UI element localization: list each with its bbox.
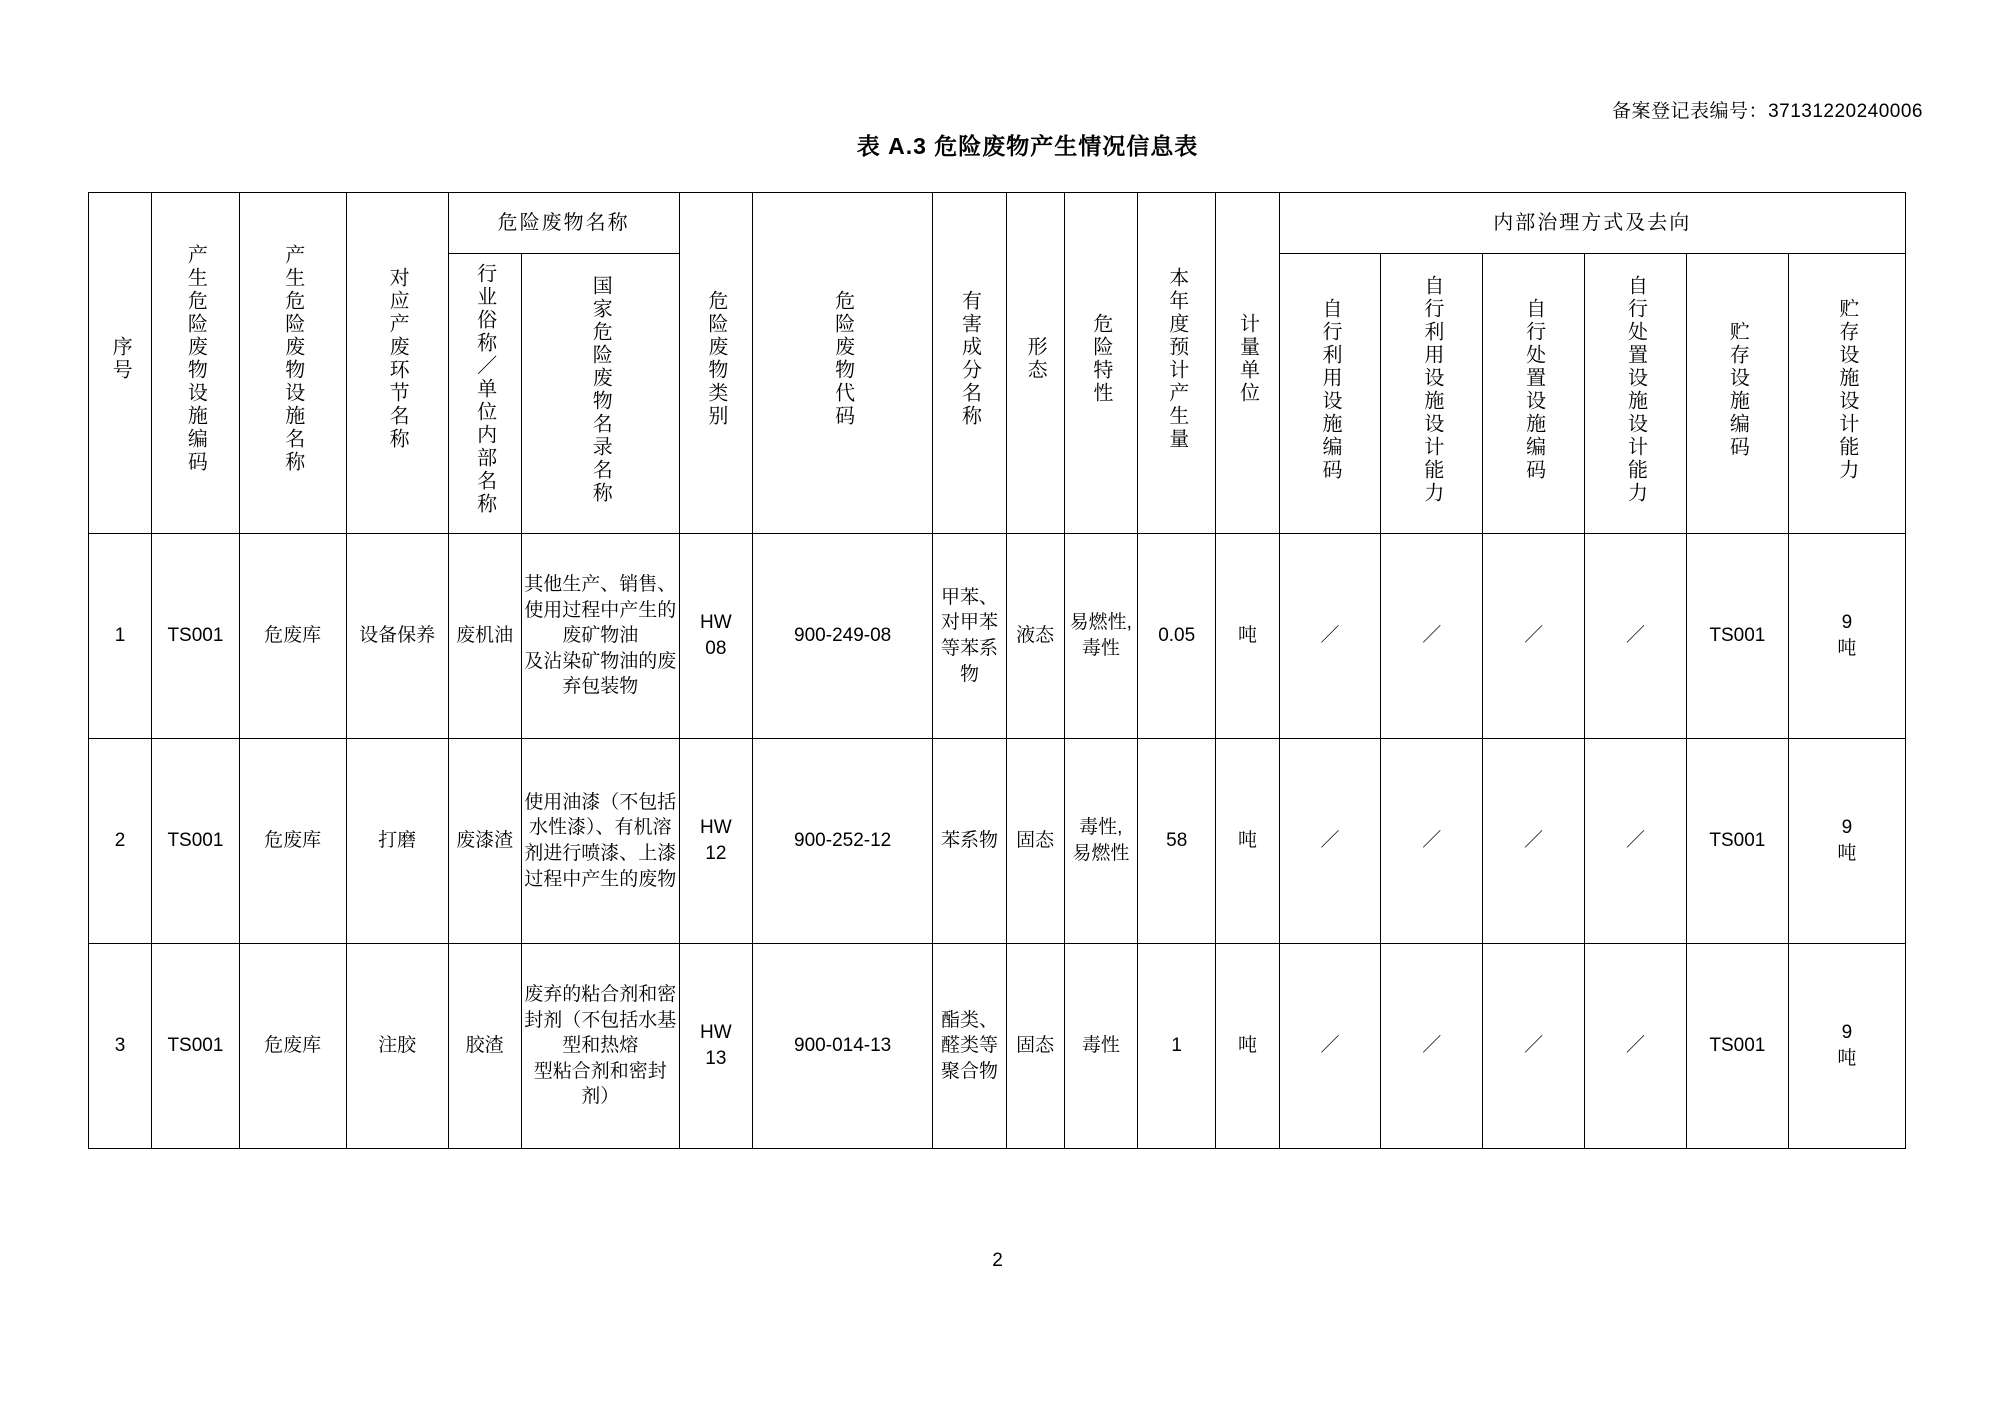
cell-storage-code bbox=[1686, 534, 1788, 739]
cell-facility-code-line: TS001 bbox=[167, 625, 224, 647]
cell-process-name-line: 打磨 bbox=[378, 830, 417, 852]
th-harmful-component-label: 有害成分名称 bbox=[958, 290, 981, 429]
th-category-label: 危险废物类别 bbox=[704, 290, 727, 429]
cell-self-use-capacity bbox=[1381, 739, 1483, 944]
cell-form bbox=[1006, 739, 1064, 944]
cell-storage-capacity bbox=[1788, 534, 1905, 739]
cell-national-name-line: 其他生产、销售、使用过程中产生的废矿物油 bbox=[524, 573, 677, 647]
cell-code-line: 900-249-08 bbox=[794, 625, 892, 647]
cell-form bbox=[1006, 944, 1064, 1149]
th-facility-code bbox=[152, 193, 240, 534]
cell-industry-name-line: 废机油 bbox=[456, 625, 514, 647]
cell-harmful-component bbox=[933, 944, 1006, 1149]
cell-self-use-capacity-line: ／ bbox=[1422, 830, 1442, 852]
cell-harmful-component bbox=[933, 739, 1006, 944]
th-national-name-label: 国家危险废物名录名称 bbox=[589, 274, 612, 505]
th-self-disposal-capacity-label: 自行处置设施设计能力 bbox=[1624, 274, 1647, 505]
table-row bbox=[89, 944, 1906, 1149]
th-industry-name bbox=[448, 254, 521, 534]
cell-self-disposal-capacity-line: ／ bbox=[1625, 625, 1645, 647]
cell-process-name-line: 设备保养 bbox=[359, 625, 436, 647]
cell-national-name bbox=[521, 534, 679, 739]
cell-self-use-capacity bbox=[1381, 534, 1483, 739]
cell-self-use-capacity-line: ／ bbox=[1422, 625, 1442, 647]
cell-national-name-line: 型粘合剂和密封剂） bbox=[533, 1060, 667, 1108]
cell-code-line: 900-252-12 bbox=[794, 830, 892, 852]
page-title: 表 A.3 危险废物产生情况信息表 bbox=[856, 133, 1199, 159]
cell-unit-line: 吨 bbox=[1237, 625, 1257, 647]
table-row bbox=[89, 534, 1906, 739]
cell-seq bbox=[89, 944, 152, 1149]
cell-harmful-component-line: 苯系物 bbox=[940, 830, 998, 852]
th-facility-code-label: 产生危险废物设施编码 bbox=[184, 244, 207, 475]
th-form bbox=[1006, 193, 1064, 534]
th-storage-code bbox=[1686, 254, 1788, 534]
cell-self-disposal-code bbox=[1483, 944, 1585, 1149]
th-category bbox=[679, 193, 752, 534]
cell-hazard-property bbox=[1064, 944, 1137, 1149]
th-self-use-capacity bbox=[1381, 254, 1483, 534]
cell-self-use-capacity bbox=[1381, 944, 1483, 1149]
cell-process-name bbox=[346, 944, 448, 1149]
cell-hazard-property-line: 毒性 bbox=[1081, 1035, 1120, 1057]
cell-self-disposal-code bbox=[1483, 534, 1585, 739]
record-number-value: 37131220240006 bbox=[1768, 101, 1923, 122]
cell-harmful-component bbox=[933, 534, 1006, 739]
cell-facility-code bbox=[152, 944, 240, 1149]
th-internal-treatment-group-label: 内部治理方式及去向 bbox=[1493, 211, 1692, 234]
th-national-name bbox=[521, 254, 679, 534]
cell-annual-estimated bbox=[1137, 534, 1215, 739]
cell-category-line: HW bbox=[700, 1022, 732, 1044]
cell-harmful-component-line: 酯类、醛类等聚合物 bbox=[940, 1009, 998, 1082]
cell-code bbox=[753, 534, 933, 739]
cell-category bbox=[679, 534, 752, 739]
cell-code bbox=[753, 739, 933, 944]
cell-facility-name-line: 危废库 bbox=[264, 1035, 322, 1057]
cell-seq-line: 1 bbox=[114, 625, 126, 647]
cell-storage-capacity-line: 吨 bbox=[1837, 1048, 1857, 1069]
th-self-use-code bbox=[1279, 254, 1381, 534]
cell-unit-line: 吨 bbox=[1237, 830, 1257, 852]
cell-facility-name-line: 危废库 bbox=[264, 830, 322, 852]
th-harmful-component bbox=[933, 193, 1006, 534]
cell-process-name-line: 注胶 bbox=[378, 1035, 417, 1057]
cell-form-line: 固态 bbox=[1016, 1035, 1055, 1057]
record-number-label: 备案登记表编号： bbox=[1612, 101, 1769, 122]
cell-annual-estimated-line: 0.05 bbox=[1158, 625, 1196, 647]
cell-process-name bbox=[346, 534, 448, 739]
hazardous-waste-table bbox=[88, 192, 1906, 1149]
cell-hazard-property bbox=[1064, 739, 1137, 944]
cell-storage-capacity-line: 9 bbox=[1841, 612, 1853, 634]
th-code-label: 危险废物代码 bbox=[831, 290, 854, 429]
cell-unit-line: 吨 bbox=[1237, 1035, 1257, 1057]
cell-category-line: HW bbox=[700, 612, 732, 634]
cell-form-line: 固态 bbox=[1016, 830, 1055, 852]
cell-form-line: 液态 bbox=[1016, 625, 1055, 647]
th-unit-label: 计量单位 bbox=[1236, 313, 1259, 406]
th-process-name bbox=[346, 193, 448, 534]
cell-storage-capacity-line: 9 bbox=[1841, 1022, 1853, 1044]
record-number bbox=[1612, 96, 1923, 123]
page-number: 2 bbox=[992, 1250, 1003, 1271]
cell-self-disposal-capacity bbox=[1585, 534, 1687, 739]
th-facility-name-label: 产生危险废物设施名称 bbox=[281, 244, 304, 475]
cell-national-name-line: 使用油漆（不包括水性漆）、有机溶剂进行喷漆、上漆过程中产生的废物 bbox=[524, 791, 677, 890]
cell-facility-name bbox=[239, 534, 346, 739]
th-process-name-label: 对应产废环节名称 bbox=[386, 267, 409, 452]
cell-self-disposal-capacity-line: ／ bbox=[1625, 1035, 1645, 1057]
cell-national-name bbox=[521, 739, 679, 944]
th-self-disposal-code-label: 自行处置设施编码 bbox=[1522, 297, 1545, 482]
cell-hazard-property-line: 毒性, bbox=[1079, 817, 1123, 839]
cell-self-disposal-capacity bbox=[1585, 944, 1687, 1149]
cell-facility-code bbox=[152, 739, 240, 944]
th-self-use-capacity-label: 自行利用设施设计能力 bbox=[1420, 274, 1443, 505]
cell-industry-name bbox=[448, 739, 521, 944]
th-hazard-property-label: 危险特性 bbox=[1089, 313, 1112, 406]
table-body bbox=[89, 534, 1906, 1149]
cell-national-name bbox=[521, 944, 679, 1149]
th-seq-label: 序号 bbox=[109, 336, 132, 383]
cell-annual-estimated-line: 1 bbox=[1171, 1035, 1182, 1057]
cell-facility-code bbox=[152, 534, 240, 739]
cell-storage-code bbox=[1686, 739, 1788, 944]
cell-unit bbox=[1216, 739, 1279, 944]
cell-code-line: 900-014-13 bbox=[794, 1035, 892, 1057]
cell-storage-capacity-line: 吨 bbox=[1837, 843, 1857, 864]
cell-industry-name-line: 废漆渣 bbox=[456, 830, 514, 852]
cell-industry-name bbox=[448, 944, 521, 1149]
cell-code bbox=[753, 944, 933, 1149]
cell-storage-capacity bbox=[1788, 944, 1905, 1149]
cell-self-disposal-code-line: ／ bbox=[1524, 625, 1544, 647]
cell-form bbox=[1006, 534, 1064, 739]
cell-process-name bbox=[346, 739, 448, 944]
header-row-1 bbox=[89, 193, 1906, 254]
cell-hazard-property-line: 易燃性 bbox=[1072, 843, 1130, 864]
cell-self-use-code bbox=[1279, 534, 1381, 739]
cell-category bbox=[679, 739, 752, 944]
cell-harmful-component-line: 甲苯、对甲苯等苯系物 bbox=[940, 586, 998, 685]
th-industry-name-label: 行业俗称／单位内部名称 bbox=[473, 263, 496, 517]
th-storage-code-label: 贮存设施编码 bbox=[1726, 320, 1749, 459]
th-waste-name-group bbox=[448, 193, 679, 254]
cell-facility-name bbox=[239, 944, 346, 1149]
cell-annual-estimated-line: 58 bbox=[1166, 830, 1188, 852]
cell-storage-capacity bbox=[1788, 739, 1905, 944]
th-annual-estimated bbox=[1137, 193, 1215, 534]
cell-seq-line: 3 bbox=[114, 1035, 126, 1057]
cell-self-use-code-line: ／ bbox=[1320, 1035, 1340, 1057]
cell-national-name-line: 废弃的粘合剂和密封剂（不包括水基型和热熔 bbox=[524, 983, 677, 1057]
cell-storage-code-line: TS001 bbox=[1709, 1035, 1766, 1057]
table-row bbox=[89, 739, 1906, 944]
cell-category-line: HW bbox=[700, 817, 732, 839]
th-storage-capacity bbox=[1788, 254, 1905, 534]
cell-seq bbox=[89, 739, 152, 944]
th-internal-treatment-group bbox=[1279, 193, 1905, 254]
cell-industry-name-line: 胶渣 bbox=[465, 1035, 504, 1057]
cell-storage-code bbox=[1686, 944, 1788, 1149]
cell-self-use-capacity-line: ／ bbox=[1422, 1035, 1442, 1057]
cell-unit bbox=[1216, 534, 1279, 739]
cell-seq bbox=[89, 534, 152, 739]
th-unit bbox=[1216, 193, 1279, 534]
th-annual-estimated-label: 本年度预计产生量 bbox=[1165, 267, 1188, 452]
th-hazard-property bbox=[1064, 193, 1137, 534]
cell-hazard-property-line: 毒性 bbox=[1081, 638, 1120, 659]
cell-self-use-code bbox=[1279, 739, 1381, 944]
th-facility-name bbox=[239, 193, 346, 534]
cell-facility-name bbox=[239, 739, 346, 944]
hazardous-waste-table-wrap bbox=[88, 192, 1906, 1149]
cell-annual-estimated bbox=[1137, 739, 1215, 944]
cell-self-disposal-capacity bbox=[1585, 739, 1687, 944]
th-form-label: 形态 bbox=[1024, 336, 1047, 383]
cell-self-use-code-line: ／ bbox=[1320, 830, 1340, 852]
cell-hazard-property-line: 易燃性, bbox=[1069, 612, 1132, 634]
cell-unit bbox=[1216, 944, 1279, 1149]
th-storage-capacity-label: 贮存设施设计能力 bbox=[1835, 297, 1858, 482]
cell-self-disposal-code-line: ／ bbox=[1524, 830, 1544, 852]
cell-storage-code-line: TS001 bbox=[1709, 625, 1766, 647]
cell-category-line: 13 bbox=[705, 1048, 727, 1069]
cell-annual-estimated bbox=[1137, 944, 1215, 1149]
cell-self-disposal-code-line: ／ bbox=[1524, 1035, 1544, 1057]
cell-category-line: 08 bbox=[705, 638, 727, 659]
cell-self-disposal-code bbox=[1483, 739, 1585, 944]
cell-category-line: 12 bbox=[705, 843, 727, 864]
cell-facility-name-line: 危废库 bbox=[264, 625, 322, 647]
th-self-disposal-capacity bbox=[1585, 254, 1687, 534]
th-self-disposal-code bbox=[1483, 254, 1585, 534]
cell-storage-capacity-line: 吨 bbox=[1837, 638, 1857, 659]
cell-storage-capacity-line: 9 bbox=[1841, 817, 1853, 839]
th-code bbox=[753, 193, 933, 534]
cell-self-use-code-line: ／ bbox=[1320, 625, 1340, 647]
cell-self-disposal-capacity-line: ／ bbox=[1625, 830, 1645, 852]
th-self-use-code-label: 自行利用设施编码 bbox=[1318, 297, 1341, 482]
cell-category bbox=[679, 944, 752, 1149]
cell-national-name-line: 及沾染矿物油的废弃包装物 bbox=[524, 650, 677, 698]
cell-hazard-property bbox=[1064, 534, 1137, 739]
cell-facility-code-line: TS001 bbox=[167, 830, 224, 852]
cell-self-use-code bbox=[1279, 944, 1381, 1149]
th-seq bbox=[89, 193, 152, 534]
cell-facility-code-line: TS001 bbox=[167, 1035, 224, 1057]
cell-industry-name bbox=[448, 534, 521, 739]
th-waste-name-group-label: 危险废物名称 bbox=[497, 211, 630, 234]
cell-storage-code-line: TS001 bbox=[1709, 830, 1766, 852]
cell-seq-line: 2 bbox=[114, 830, 126, 852]
